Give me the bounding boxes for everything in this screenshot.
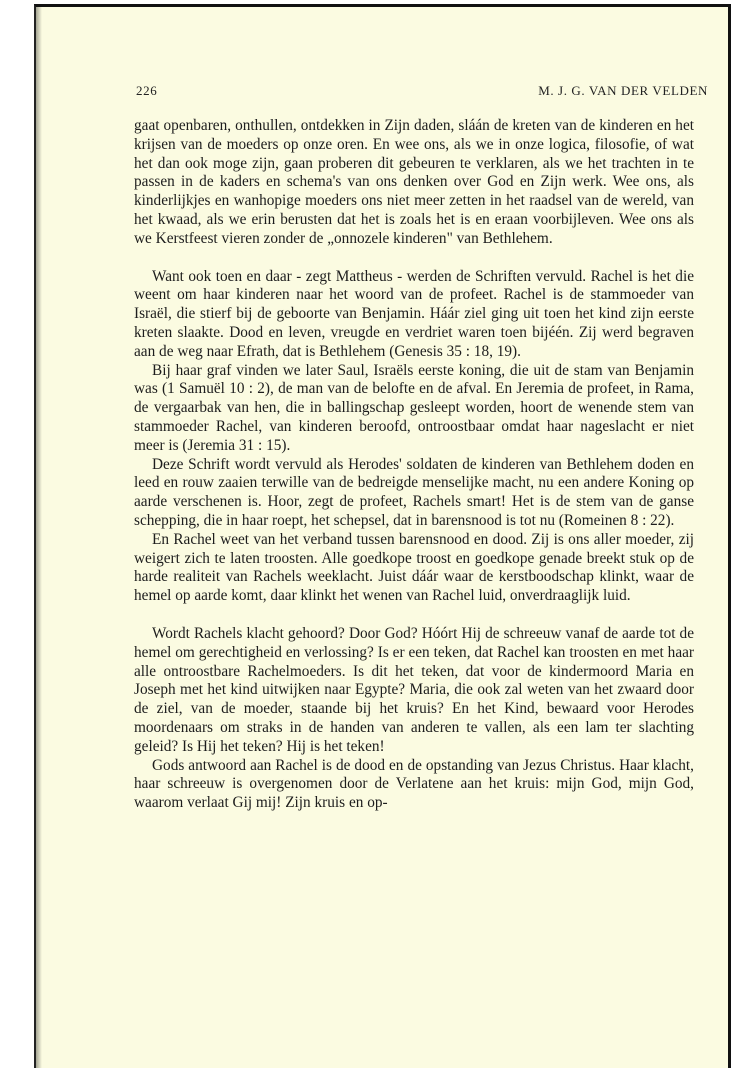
page-header [136,83,708,103]
paper-sheet [34,4,731,1068]
paragraph: Gods antwoord aan Rachel is de dood en de opstanding van Jezus Christus. Haar klacht, haar schreeuw is overgenomen door de Verlatene aan het kruis: mijn God, mijn God, waarom verlaat Gij mij! Zijn kruis en op- [134,756,694,812]
paragraph: Want ook toen en daar - zegt Mattheus - werden de Schriften vervuld. Rachel is het die weent om haar kinderen naar het woord van de profeet. Rachel is de stammoeder van Israël, die stierf bij de geboorte van Benjamin. Háár ziel ging uit toen het kind zijn eerste kreten slaakte. Dood en leven, vreugde en verdriet waren toen bijéén. Zij werd begraven aan de weg naar Efrath, dat is Bethlehem (Genesis 35 : 18, 19). [134,267,694,360]
body-text [134,117,694,813]
paragraph: Deze Schrift wordt vervuld als Herodes' soldaten de kinderen van Bethlehem doden en leed en rouw zaaien terwille van de bedreigde menselijke macht, nu een andere Koning op aarde verschenen is. Hoor, zegt de profeet, Rachels smart! Het is de stem van de ganse schepping, die in haar roept, het schepsel, dat in barensnood is tot nu (Romeinen 8 : 22). [134,455,694,529]
running-head: M. J. G. VAN DER VELDEN [538,83,708,98]
paragraph: Wordt Rachels klacht gehoord? Door God? Hóórt Hij de schreeuw vanaf de aarde tot de hemel om gerechtigheid en verlossing? Is er een teken, dat Rachel kan troosten en met haar alle ontroostbare Rachelmoeders. Is dit het teken, dat voor de kindermoord Maria en Joseph met het kind uitwijken naar Egypte? Maria, die ook zal weten van het zwaard door de ziel, van de moeder, staande bij het kruis? En het Kind, bewaard voor Herodes moordenaars om straks in de handen van anderen te vallen, als een lam ter slachting geleid? Is Hij het teken? Hij is het teken! [134,624,694,755]
binding-shadow [36,7,42,1068]
paragraph: Bij haar graf vinden we later Saul, Israëls eerste koning, die uit de stam van Benjamin was (1 Samuël 10 : 2), de man van de belofte en de afval. En Jeremia de profeet, in Rama, de vergaarbak van hen, die in ballingschap gesleept worden, hoort de wenende stem van stammoeder Rachel, van kinderen beroofd, ontroostbaar omdat haar nageslacht er niet meer is (Jeremia 31 : 15). [134,361,694,454]
page-number: 226 [136,83,158,98]
paragraph: gaat openbaren, onthullen, ontdekken in Zijn daden, sláán de kreten van de kinderen en het krijsen van de moeders op onze oren. En wee ons, als we in onze logica, filosofie, of wat het dan ook moge zijn, gaan proberen dit gebeuren te verklaren, als we het trachten in te passen in de kaders en schema's van ons denken over God en Zijn werk. Wee ons, als kinderlijkjes en wanhopige moeders ons niet meer zetten in het raadsel van de wereld, van het kwaad, als we erin berusten dat het is zoals het is en eraan voorbijleven. Wee ons als we Kerstfeest vieren zonder de „onnozele kinderen" van Bethlehem. [134,117,694,247]
paragraph: En Rachel weet van het verband tussen barensnood en dood. Zij is ons aller moeder, zij weigert zich te laten troosten. Alle goedkope troost en goedkope genade breekt stuk op de harde realiteit van Rachels weeklacht. Juist dáár waar de kerstboodschap klinkt, waar de hemel op aarde komt, daar klinkt het wenen van Rachel luid, onverdraaglijk luid. [134,530,694,605]
